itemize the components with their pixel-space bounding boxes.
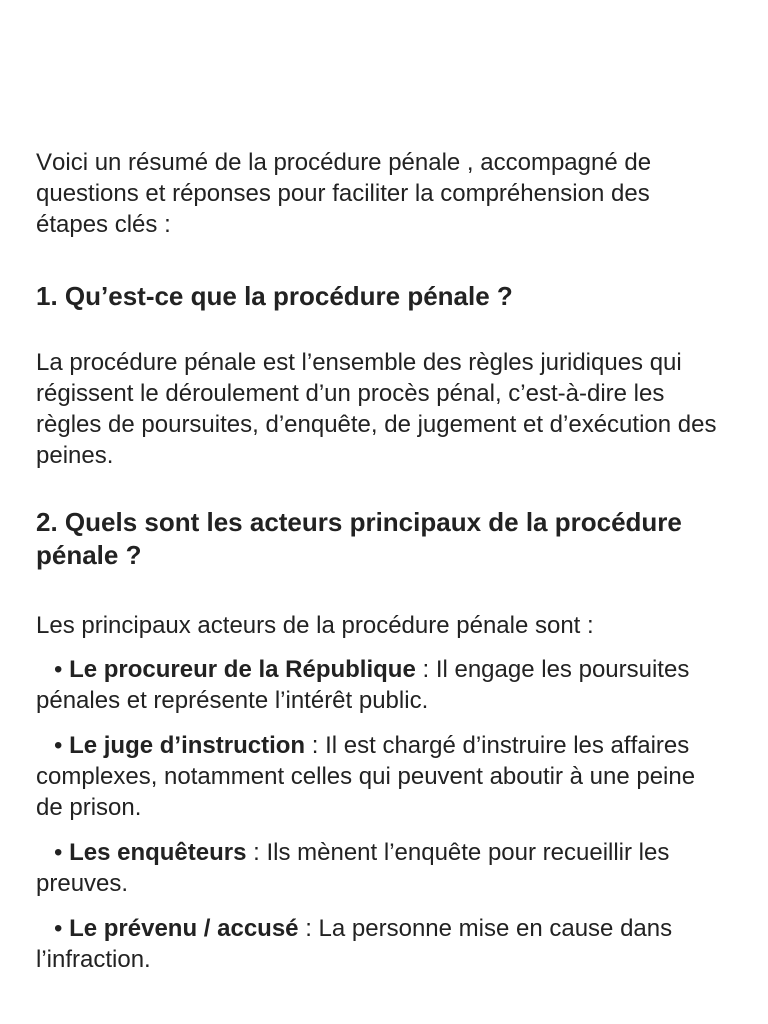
item-description: : La personne mise en cause dans l’infraction.: [36, 915, 673, 973]
bullet-marker: •: [54, 915, 63, 942]
item-term: Le procureur de la République: [69, 656, 416, 683]
list-item: [36, 730, 722, 823]
section-heading: 1. Qu’est-ce que la procédure pénale ?: [36, 281, 513, 311]
item-term: Le prévenu / accusé: [69, 915, 299, 942]
item-description: : Il engage les poursuites pénales et représente l’intérêt public.: [36, 656, 690, 714]
section-heading: 2. Quels sont les acteurs principaux de la procédure pénale ?: [36, 507, 682, 570]
bullet-marker: •: [54, 656, 63, 683]
item-description: : Il est chargé d’instruire les affaires complexes, notamment celles qui peuvent aboutir à une peine de prison.: [36, 732, 696, 821]
item-term: Les enquêteurs: [69, 839, 247, 866]
section-paragraph: Les principaux acteurs de la procédure pénale sont :: [36, 612, 594, 639]
actors-list: [36, 654, 722, 975]
section-paragraph: La procédure pénale est l’ensemble des règles juridiques qui régissent le déroulement d’un procès pénal, c’est-à-dire les règles de poursuites, d’enquête, de jugement et d’exécution des peines.: [36, 349, 717, 469]
item-term: Le juge d’instruction: [69, 732, 306, 759]
list-item: [36, 913, 722, 975]
list-item: [36, 654, 722, 716]
list-item: [36, 837, 722, 899]
bullet-marker: •: [54, 732, 63, 759]
bullet-marker: •: [54, 839, 63, 866]
item-description: : Ils mènent l’enquête pour recueillir les preuves.: [36, 839, 670, 897]
intro-paragraph: Voici un résumé de la procédure pénale , accompagné de questions et réponses pour faciliter la compréhension des étapes clés :: [36, 149, 652, 238]
